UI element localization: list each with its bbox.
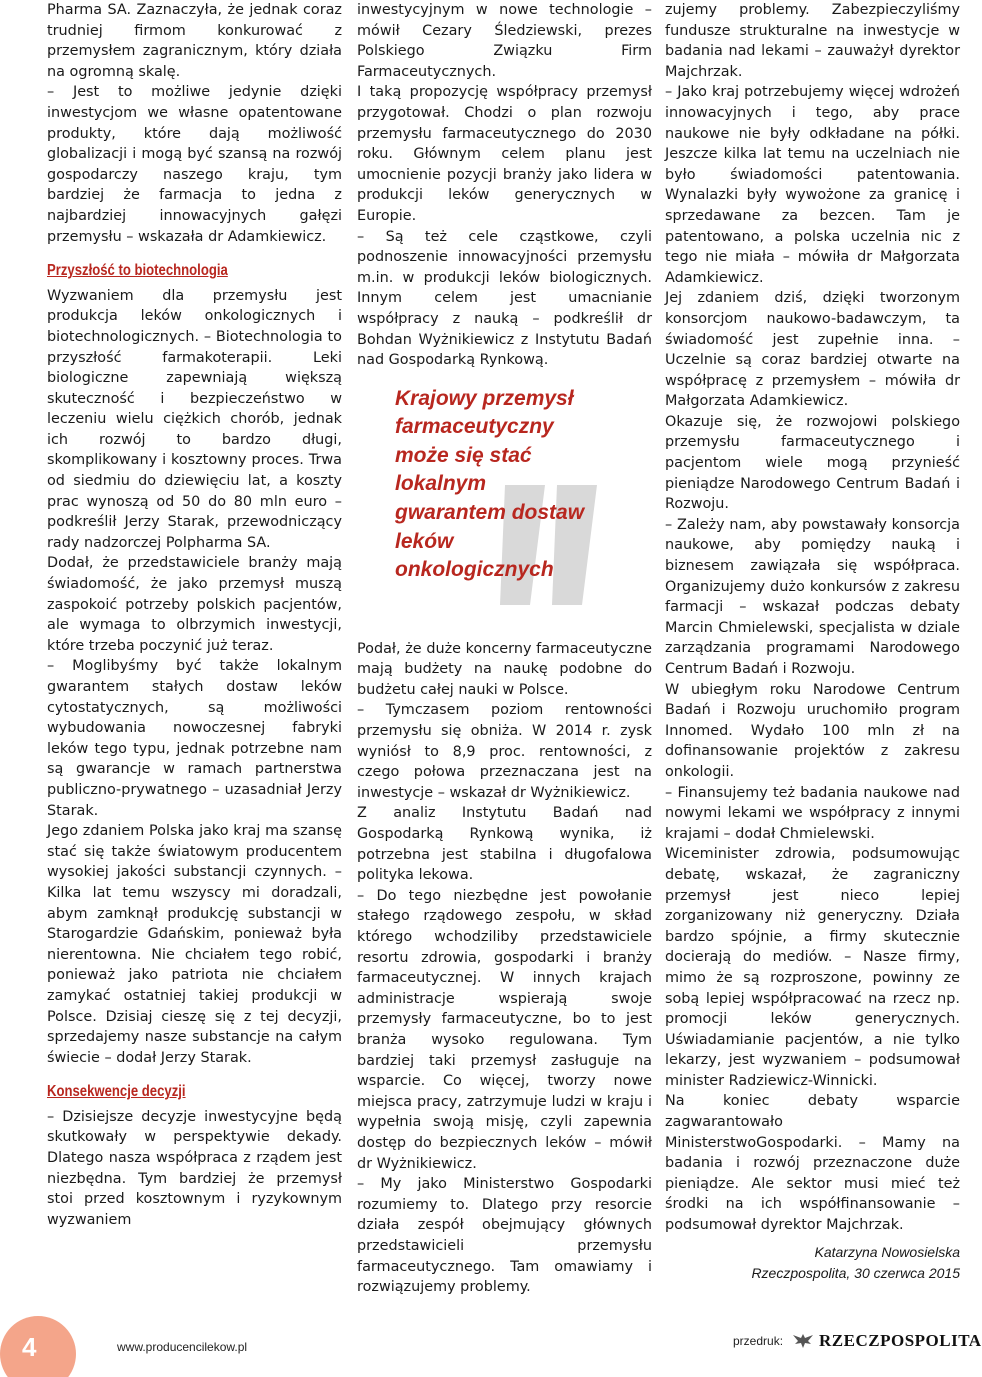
paragraph: Pharma SA. Zaznaczyła, że jednak coraz trudniej firmom konkurować z przemysłem zagranicznym, który działa na ogromną skalę. xyxy=(47,2,342,80)
paragraph: zujemy problemy. Zabezpieczyliśmy fundusze strukturalne na inwestycje w badania nad lekami – zauważył dyrektor Majchrzak. xyxy=(665,2,960,80)
paragraph: Jego zdaniem Polska jako kraj ma szansę stać się także światowym producentem wysokiej jakości substancji czynnych. – Kilka lat temu wszyscy mi doradzali, abym zamknął produkcję substancji w Starogardzie Gdańskim, ponieważ była nierentowna. Nie chciałem tego robić, ponieważ jako patriota nie chciałem zamykać ostatniej takiej produkcji w Polsce. Dzisiaj cieszę się z tej decyzji, sprzedajemy nasze substancje na całym świecie – dodał Jerzy Starak. xyxy=(47,823,342,1066)
paragraph: – Jest to możliwe jedynie dzięki inwestycjom we własne opatentowane produkty, które dają możliwość globalizacji i mogą być szansą na rozwój gospodarczy naszego kraju, tym bardziej że farmacja to jedna z najbardziej innowacyjnych gałęzi przemysłu – wskazała dr Adamkiewicz. xyxy=(47,84,342,245)
paragraph: W ubiegłym roku Narodowe Centrum Badań i Rozwoju uruchomiło program Innomed. Wydało 100 mln zł na dofinansowanie projektów z zakresu onkologii. xyxy=(665,681,960,780)
paragraph: – Do tego niezbędne jest powołanie stałego rządowego zespołu, w skład którego wchodziliby przedstawiciele resortu zdrowia, gospodarki i branży farmaceutycznej. W innych krajach administracje wspierają swoje przemysły farmaceutyczne, bo to jest branża wysoko regulowana. Tym bardziej taki przemysł zasługuje na wsparcie. Co więcej, tworzy nowe miejsca pracy, zatrzymuje ludzi w kraju i wypełnia swoją misję, czyli zapewnia dostęp do bezpiecznych leków – mówił dr Wyżnikiewicz. xyxy=(357,887,652,1172)
paragraph: – Moglibyśmy być także lokalnym gwarantem stałych dostaw leków cytostatycznych, są możliwości wybudowania nowoczesnej fabryki leków tego typu, jednak potrzebne nam są gwarancje w ramach partnerstwa publiczno-prywatnego – uzasadniał Jerzy Starak. xyxy=(47,658,342,819)
paragraph: Na koniec debaty wsparcie zagwarantowało MinisterstwoGospodarki. – Mamy na badania i rozwój przeznaczone duże pieniądze. Ale sektor musi mieć też środki na ich współfinansowanie – podsumował dyrektor Majchrzak. xyxy=(665,1093,960,1234)
paragraph: – Dzisiejsze decyzje inwestycyjne będą skutkowały w perspektywie dekady. Dlatego nasza współpraca z rządem jest niezbędna. Tym bardziej że przemysł stoi przed kosztownym i ryzykownym wyzwaniem xyxy=(47,1108,342,1228)
paragraph: Okazuje się, że rozwojowi polskiego przemysłu farmaceutycznego i pacjentom wiele mogą przynieść pieniądze Narodowego Centrum Badań i Rozwoju. xyxy=(665,413,960,513)
logo-text: RZECZPOSPOLITA xyxy=(819,1331,982,1350)
paragraph: – Są też cele cząstkowe, czyli podnoszenie innowacyjności przemysłu m.in. w produkcji leków biologicznych. Innym celem jest umacnianie współpracy z nauką – podkreślił dr Bohdan Wyżnikiewicz z Instytutu Badań nad Gospodarką Rynkową. xyxy=(357,228,652,369)
paragraph: Dodał, że przedstawiciele branży mają świadomość, że jako przemysł muszą zaspokoić potrzeby polskich pacjentów, ale wymaga to olbrzymich inwestycji, które trzeba poczynić już teraz. xyxy=(47,555,342,654)
paragraph: Podał, że duże koncerny farmaceutyczne mają budżety na naukę podobne do budżetu całej nauki w Polsce. xyxy=(357,640,652,698)
paragraph: – Jako kraj potrzebujemy więcej wdrożeń innowacyjnych i tego, aby prace naukowe nie były odkładane na półki. Jeszcze kilka lat temu na uczelniach nie było świadomości patentowania. Wynalazki były wywożone za granicę i sprzedawane za bezcen. Tam je patentowano, a polska uczelnia nic z tego nie miała – mówiła dr Małgorzata Adamkiewicz. xyxy=(665,84,960,286)
rzeczpospolita-logo xyxy=(791,1331,982,1351)
paragraph: – My jako Ministerstwo Gospodarki rozumiemy to. Dlatego przy resorcie działa zespół obejmujący głównych przedstawicieli przemysłu farmaceutycznego. Tam omawiamy i rozwiązujemy problemy. xyxy=(357,1176,652,1296)
pull-quote-line: onkologicznych xyxy=(395,558,554,582)
pull-quote-line: Krajowy przemysł xyxy=(395,386,574,410)
pull-quote-line: lokalnym xyxy=(395,472,487,496)
paragraph: I taką propozycję współpracy przemysł przygotował. Chodzi o plan rozwoju przemysłu farmaceutycznego do 2030 roku. Głównym celem planu jest umocnienie pozycji branży jako lidera w produkcji leków generycznych w Europie. xyxy=(357,84,652,224)
author-name: Katarzyna Nowosielska xyxy=(814,1243,960,1260)
paragraph: inwestycyjnym w nowe technologie – mówił Cezary Śledziewski, prezes Polskiego Związku Firm Farmaceutycznych. xyxy=(357,2,652,80)
page-number: 4 xyxy=(22,1332,37,1362)
paragraph: – Zależy nam, aby powstawały konsorcja naukowe, aby pomiędzy nauką i biznesem zawiązała się współpraca. Organizujemy dużo konkursów z zakresu farmacji – wskazał podczas debaty Marcin Chmielewski, specjalista w dziale zarządzania programami Narodowego Centrum Badań i Rozwoju. xyxy=(665,516,960,677)
column-2 xyxy=(357,0,652,1298)
pull-quote-line: gwarantem dostaw xyxy=(395,501,585,525)
reprint-label: przedruk: xyxy=(733,1334,784,1348)
pull-quote xyxy=(395,385,625,625)
reprint-credit xyxy=(733,1331,982,1351)
section-heading: Konsekwencje decyzji xyxy=(47,1083,186,1101)
website-url: www.producencilekow.pl xyxy=(117,1340,248,1354)
paragraph: – Finansujemy też badania naukowe nad nowymi lekami we współpracy z innymi krajami – dodał Chmielewski. xyxy=(665,784,960,842)
source-citation: Rzeczpospolita, 30 czerwca 2015 xyxy=(751,1264,960,1281)
column-1 xyxy=(47,0,342,1230)
paragraph: Z analiz Instytutu Badań nad Gospodarką Rynkową wynika, iż potrzebna jest stabilna i długofalowa polityka lekowa. xyxy=(357,805,652,884)
paragraph: – Tymczasem poziom rentowności przemysłu się obniża. W 2014 r. zysk wyniósł to 8,9 proc. rentowności, z czego połowa przeznaczana jest na inwestycje – wskazał dr Wyżnikiewicz. xyxy=(357,702,652,801)
pull-quote-line: leków xyxy=(395,529,454,553)
paragraph: Wyzwaniem dla przemysłu jest produkcja leków onkologicznych i biotechnologicznych. – Biotechnologia to przyszłość farmakoterapii. Leki biologiczne zapewniają większą skuteczność i bezpieczeństwo w leczeniu wielu ciężkich chorób, jednak ich rozwój to bardzo długi, skomplikowany i kosztowny proces. Trwa od siedmiu do dziewięciu lat, a koszty prac wynoszą od 50 do 80 mln euro – podkreślił Jerzy Starak, przewodniczący rady nadzorczej Polpharma SA. xyxy=(47,287,342,551)
column-3 xyxy=(665,0,960,1284)
paragraph: Wiceminister zdrowia, podsumowując debatę, wskazał, że zagraniczny przemysł jest nieco lepiej zorganizowany niż generyczny. Działa bardzo spójnie, a firmy skutecznie docierają do mediów. – Nasze firmy, mimo że są rozproszone, powinny ze sobą lepiej współpracować na rzecz np. promocji leków generycznych. Uświadamianie pacjentów, a nie tylko lekarzy, jest wyzwaniem – podsumował minister Radziewicz-Winnicki. xyxy=(665,846,960,1089)
pull-quote-line: farmaceutyczny xyxy=(395,415,554,439)
paragraph: Jej zdaniem dziś, dzięki tworzonym konsorcjom naukowo-badawczym, ta świadomość jest zupełnie inna. – Uczelnie są coraz bardziej otwarte na współpracę z przemysłem – mówiła dr Małgorzata Adamkiewicz. xyxy=(665,290,960,410)
pull-quote-line: może się stać xyxy=(395,443,532,467)
eagle-icon xyxy=(791,1332,815,1350)
byline xyxy=(665,1242,960,1284)
section-heading: Przyszłość to biotechnologia xyxy=(47,262,228,280)
